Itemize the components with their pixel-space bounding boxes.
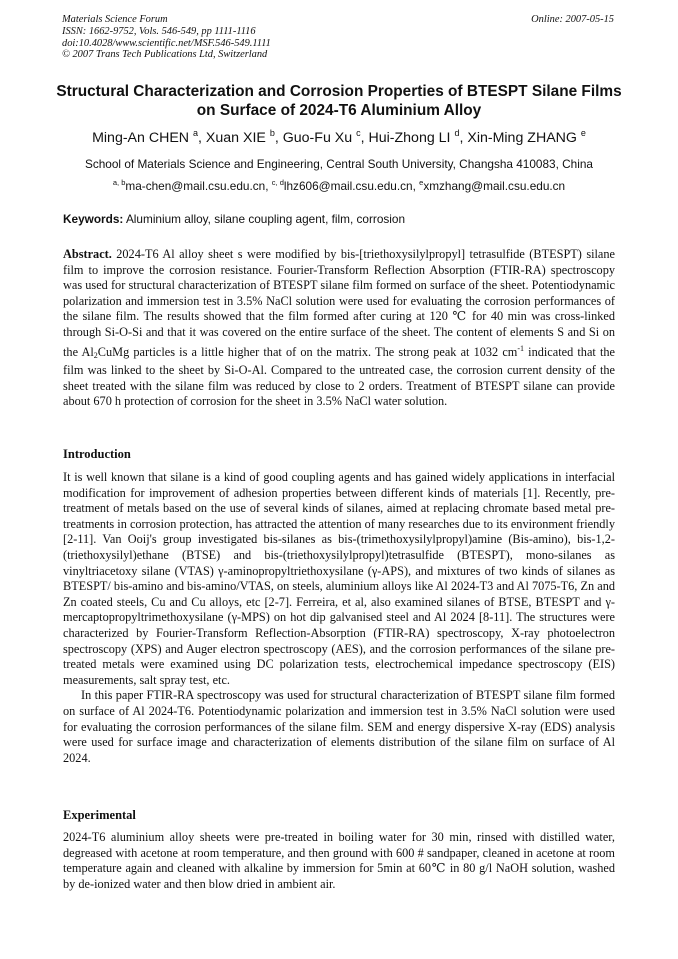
author-affil-mark: d — [454, 128, 460, 138]
journal-name: Materials Science Forum — [62, 14, 168, 25]
author-name: Ming-An CHEN — [92, 130, 190, 146]
introduction-body — [63, 470, 615, 766]
author-affil-mark: b — [269, 128, 275, 138]
author-affil-mark: a — [193, 128, 199, 138]
abstract — [63, 247, 615, 410]
author-list: Ming-An CHEN $^a$, Xuan XIE $^b$, Guo-Fu Xu $^c$, Hui-Zhong LI $^d$, Xin-Ming ZHANG $^e$ — [92, 128, 586, 146]
abstract-text: CuMg particles is a little higher that of on the matrix. The strong peak at 1032 cm — [97, 344, 518, 359]
journal-info — [62, 14, 271, 61]
doi-line: doi:10.4028/www.scientific.net/MSF.546-549.1111 — [62, 37, 271, 49]
superscript: -1 — [517, 343, 525, 353]
author-name: Xuan XIE — [205, 130, 266, 146]
experimental-body — [63, 830, 615, 892]
email-mark: e — [419, 178, 424, 187]
affiliation: School of Materials Science and Engineering, Central South University, Changsha 410083, China — [84, 157, 593, 171]
keywords-text: Aluminium alloy, silane coupling agent, film, corrosion — [123, 212, 406, 226]
section-heading-experimental: Experimental — [63, 808, 136, 822]
abstract-text: indicated that the film was linked to the sheet by Si-O-Al. Compared to the untreated case, the corrosion current density of the sheet treated with the silane film was reduced by close to 2 orders. Treatment of BTESPT silane can provide about 670 h protection of corrosion for the sheet in 3.5% NaCl water solution. — [63, 344, 616, 409]
online-date: Online: 2007-05-15 — [531, 14, 614, 25]
paper-title: Structural Characterization and Corrosion Properties of BTESPT Silane Films on Surface of 2024-T6 Aluminium Alloy — [56, 83, 622, 119]
paragraph: In this paper FTIR-RA spectroscopy was used for structural characterization of BTESPT silane film formed on surface of Al 2024-T6. Potentiodynamic polarization and immersion test in 3.5% NaCl solution were used for evaluating the corrosion performances of the silane film. SEM and energy dispersive X-ray (EDS) analysis were used for surface image and characterization of elements distribution of the silane film on surface of Al 2024. — [63, 688, 615, 765]
section-heading-introduction: Introduction — [63, 447, 131, 461]
author-affil-mark: c — [356, 128, 361, 138]
abstract-text: 2024-T6 Al alloy sheet s were modified by bis-[triethoxysilylpropyl] tetrasulfide (BTESPT) silane film to improve the corrosion resistance. Fourier-Transform Reflection Absorption (FTIR-RA) spectroscopy was used for structural characterization of BTESPT silane film formed on surface of the sheet. Potentiodynamic polarization and immersion test in 3.5% NaCl solution were used for evaluating the corrosion performances of the silane film. The results showed that the film formed after curing at 120 ℃ for 40 min was cross-linked through Si-O-Si and that it was covered on the entire surface of the sheet. The content of elements S and Si on the Al — [63, 247, 615, 359]
author-name: Xin-Ming ZHANG — [467, 130, 577, 146]
copyright-line: © 2007 Trans Tech Publications Ltd, Switzerland — [62, 49, 268, 61]
author-name: Guo-Fu Xu — [282, 130, 353, 146]
paragraph: It is well known that silane is a kind of good coupling agents and has gained widely applications in interfacial modification for improvement of adhesion properties between different kinds of materials [1]. Recently, pre-treatment of metals based on the use of several kinds of silanes, aimed at replacing chromate based metal pre-treatments in corrosion protection, has attracted the attention of many researches due to its environment friendly [2-11]. Van Ooij's group investigated bis-silanes as bis-(trimethoxysilylpropyl)amine (Bis-amino), bis-1,2-(triethoxysilyl)ethane (BTSE) and bis-(triethoxysilylpropyl)tetrasulfide (BTESPT), mono-silanes as vinyltriacetoxy silane (VTAS) γ-aminopropyltriethoxysilane (γ-APS), and mixtures of two kinds of silanes as BTESPT/ bis-amino and bis-amino/VTAS, on steels, aluminium alloys like Al 2024-T3 and Al 7075-T6, Zn and Zn coated steels, Cu and Cu alloys, etc [2-7]. Ferreira, et al, also examined silanes of BTSE, BTESPT and γ-mercaptopropyltrimethoxysilane (γ-MPS) on hot dip galvanised steel and Al 2024 [8-11]. The structures were characterized by Fourier-Transform Reflection-Absorption (FTIR-RA) spectroscopy, X-ray photoelectron spectroscopy (XPS) and Auger electron spectroscopy (AES), and the corrosion performances of the silane pre-treated metals were examined using DC polarization tests, electrochemical impedance spectroscopy (EIS) measurements, salt spray test, etc. — [63, 470, 615, 687]
email-list — [40, 178, 638, 193]
subscript: 2 — [93, 350, 98, 360]
author-affil-mark: e — [580, 128, 586, 138]
abstract-label: Abstract. — [63, 247, 112, 261]
paragraph: 2024-T6 aluminium alloy sheets were pre-treated in boiling water for 30 min, rinsed with distilled water, degreased with acetone at room temperature, and then ground with 600 # sandpaper, cleaned in acetone at room temperature again and cleaned with alkaline by immersion for 5min at 60℃ in 80 g/l NaOH solution, washed by de-ionized water and then blow dried in ambient air. — [63, 830, 615, 891]
keywords-label: Keywords: — [63, 212, 124, 226]
email-mark: a, b — [112, 178, 126, 187]
email-mark: c, d — [271, 178, 284, 187]
keywords — [63, 212, 405, 226]
issn-line: ISSN: 1662-9752, Vols. 546-549, pp 1111-1116 — [62, 25, 256, 37]
email-address: xmzhang@mail.csu.edu.cn — [423, 179, 566, 193]
author-name: Hui-Zhong LI — [368, 130, 451, 146]
email-address: lhz606@mail.csu.edu.cn, — [283, 179, 420, 193]
email-address: ma-chen@mail.csu.edu.cn, — [125, 179, 272, 193]
